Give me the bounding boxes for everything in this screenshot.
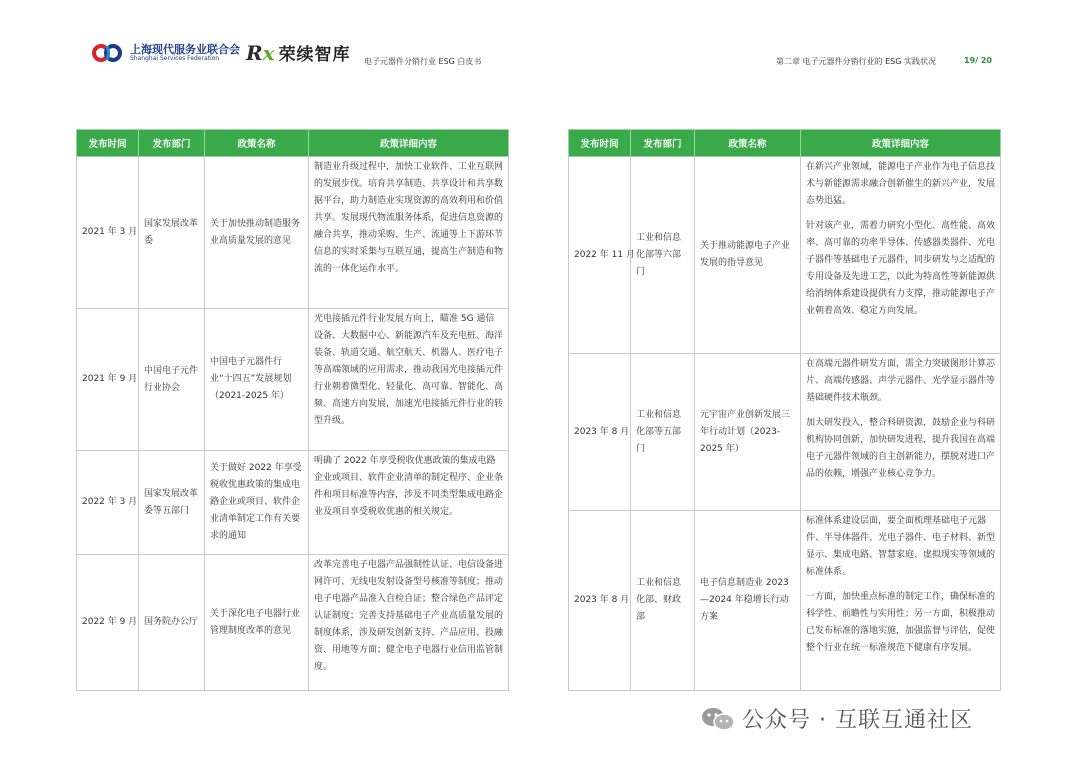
- policy-department: 中国电子元件行业协会: [139, 309, 205, 451]
- policy-date: 2021 年 3 月: [77, 157, 139, 309]
- ssf-logo: [92, 40, 240, 66]
- column-header-date: 发布时间: [569, 130, 631, 157]
- table-row: [569, 157, 1001, 354]
- policy-date: 2021 年 9 月: [77, 309, 139, 451]
- policy-detail-paragraph: 在新兴产业领域，能源电子产业作为电子信息技术与新能源需求融合创新催生的新兴产业，发展态势迅猛。: [806, 162, 996, 206]
- column-header-name: 政策名称: [695, 130, 801, 157]
- policy-detail-paragraph: 一方面，加快重点标准的制定工作，确保标准的科学性、前瞻性与实用性；另一方面，积极推动已发布标准的落地实施，加强监督与评估，促使整个行业在统一标准规范下健康有序发展。: [806, 592, 996, 653]
- column-header-date: 发布时间: [77, 130, 139, 157]
- page-number: 19/ 20: [964, 56, 992, 65]
- policy-table-left: [76, 129, 509, 691]
- ssf-logo-icon: [92, 40, 124, 66]
- policy-detail-paragraph: 制造业升级过程中，加快工业软件、工业互联网的发展步伐。培育共享制造、共享设计和共享数据平台，助力制造业实现资源的高效利用和价值共享。发展现代物流服务体系，促进信息资源的融合共享，推动采购、生产、流通等上下游环节信息的实时采集与互联互通，提高生产制造和物流的一体化运作水平。: [314, 162, 504, 274]
- policy-detail: [309, 157, 509, 309]
- column-header-detail: 政策详细内容: [801, 130, 1001, 157]
- policy-detail: [309, 451, 509, 555]
- policy-date: 2023 年 8 月: [569, 354, 631, 511]
- policy-detail-paragraph: 针对该产业，需着力研究小型化、高性能、高效率、高可靠的功率半导体、传感器类器件、光电子器件等基础电子元器件，同步研发与之适配的专用设备及先进工艺，以此为特高性等新能源供给消纳体系建设提供有力支撑，推动能源电子产业朝着高效、稳定方向发展。: [806, 221, 996, 316]
- policy-detail: [801, 354, 1001, 511]
- table-row: [77, 451, 509, 555]
- policy-detail-paragraph: 加大研发投入，整合科研资源，鼓励企业与科研机构协同创新，加快研发进程，提升我国在高端电子元器件领域的自主创新能力，摆脱对进口产品的依赖，增强产业核心竞争力。: [806, 418, 996, 479]
- policy-detail-paragraph: 标准体系建设层面，要全面梳理基础电子元器件、半导体器件、光电子器件、电子材料、新型显示、集成电路、智慧家庭、虚拟现实等领域的标准体系。: [806, 516, 996, 577]
- wechat-watermark: [700, 703, 973, 734]
- policy-department: 国家发展改革委: [139, 157, 205, 309]
- column-header-name: 政策名称: [205, 130, 309, 157]
- column-header-dept: 发布部门: [139, 130, 205, 157]
- rx-logo-mark: Rx: [246, 40, 275, 65]
- table-row: [77, 309, 509, 451]
- policy-detail-paragraph: 在高端元器件研发方面，需全力突破图形计算芯片、高端传感器、声学元器件、光学显示器件等基础硬件技术瓶颈。: [806, 359, 996, 403]
- policy-detail: [801, 157, 1001, 354]
- policy-name: 关于做好 2022 年享受税收优惠政策的集成电路企业或项目、软件企业清单制定工作有关要求的通知: [205, 451, 309, 555]
- policy-detail-paragraph: 明确了 2022 年享受税收优惠政策的集成电路企业或项目、软件企业清单的制定程序、企业条件和项目标准等内容，涉及不同类型集成电路企业及项目享受税收优惠的相关规定。: [314, 456, 504, 517]
- policy-date: 2022 年 3 月: [77, 451, 139, 555]
- policy-name: 电子信息制造业 2023—2024 年稳增长行动方案: [695, 511, 801, 691]
- ssf-name-en: Shanghai Services Federation: [130, 54, 220, 62]
- policy-department: 工业和信息化部、财政部: [631, 511, 695, 691]
- table-header-row: [569, 130, 1001, 157]
- policy-name: 关于深化电子电器行业管理制度改革的意见: [205, 555, 309, 691]
- policy-department: 国家发展改革委等五部门: [139, 451, 205, 555]
- policy-detail: [309, 309, 509, 451]
- column-header-detail: 政策详细内容: [309, 130, 509, 157]
- policy-name: 中国电子元器件行业“十四五”发展规划（2021-2025 年）: [205, 309, 309, 451]
- policy-detail-paragraph: 改革完善电子电器产品强制性认证、电信设备进网许可、无线电发射设备型号核准等制度；推动电子电器产品准入自检自证；整合绿色产品评定认证制度；完善支持基础电子产业高质量发展的制度体系，涉及研发创新支持、产品应用、投融资、用地等方面；健全电子电器行业信用监管制度。: [314, 560, 504, 672]
- wechat-icon: [700, 706, 736, 732]
- policy-department: 国务院办公厅: [139, 555, 205, 691]
- policy-date: 2022 年 9 月: [77, 555, 139, 691]
- rx-logo: [246, 40, 351, 65]
- policy-detail: [309, 555, 509, 691]
- policy-detail-paragraph: 光电接插元件行业发展方向上，瞄准 5G 通信设备、大数据中心、新能源汽车及充电桩、海洋装备、轨道交通、航空航天、机器人、医疗电子等高端领域的应用需求，推动我国光电接插元件行业朝着微型化、轻量化、高可靠、智能化、高频、高速方向发展，加速光电接插元件行业的转型升级。: [314, 314, 504, 426]
- policy-department: 工业和信息化部等六部门: [631, 157, 695, 354]
- table-row: [77, 157, 509, 309]
- policy-detail: [801, 511, 1001, 691]
- policy-date: 2023 年 8 月: [569, 511, 631, 691]
- policy-name: 元宇宙产业创新发展三年行动计划（2023-2025 年）: [695, 354, 801, 511]
- table-header-row: [77, 130, 509, 157]
- watermark-text: 公众号 · 互联互通社区: [742, 708, 973, 733]
- table-row: [569, 354, 1001, 511]
- table-row: [569, 511, 1001, 691]
- policy-department: 工业和信息化部等五部门: [631, 354, 695, 511]
- column-header-dept: 发布部门: [631, 130, 695, 157]
- policy-name: 关于推动能源电子产业发展的指导意见: [695, 157, 801, 354]
- rx-logo-text: 荣续智库: [278, 45, 351, 65]
- chapter-title: 第二章 电子元器件分销行业的 ESG 实践状况: [776, 57, 936, 66]
- ssf-name-cn: 上海现代服务业联合会: [130, 42, 240, 56]
- policy-name: 关于加快推动制造服务业高质量发展的意见: [205, 157, 309, 309]
- table-row: [77, 555, 509, 691]
- policy-table-right: [568, 129, 1001, 691]
- page-header: [0, 36, 1080, 76]
- document-title: 电子元器件分销行业 ESG 白皮书: [364, 57, 482, 66]
- policy-date: 2022 年 11 月: [569, 157, 631, 354]
